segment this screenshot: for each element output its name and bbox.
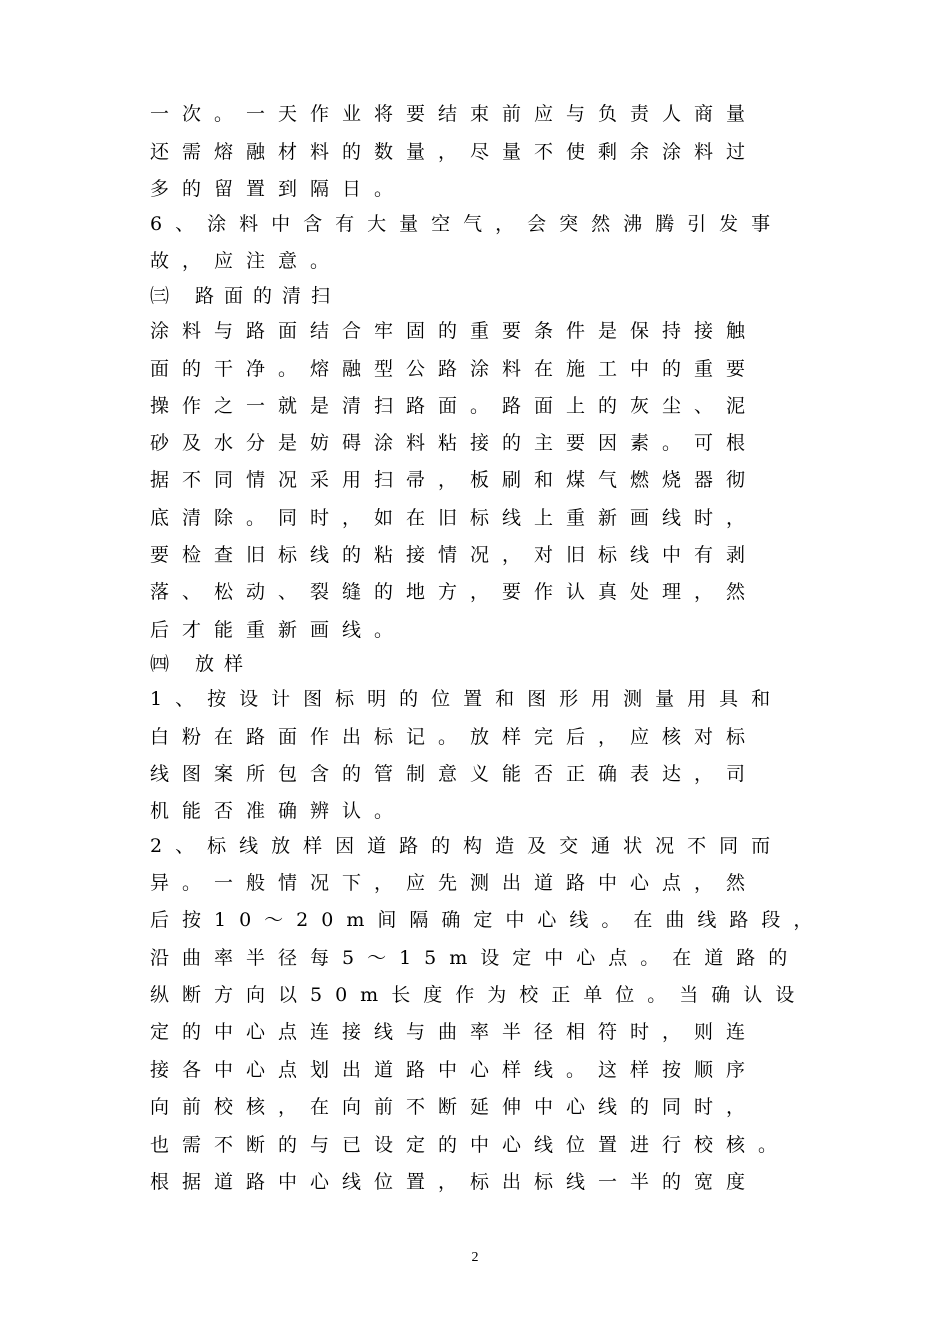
text-line: 要检查旧标线的粘接情况，对旧标线中有剥 xyxy=(150,544,759,566)
text-line: 面的干净。熔融型公路涂料在施工中的重要 xyxy=(150,358,759,380)
text-line: 机能否准确辨认。 xyxy=(150,800,407,822)
text-line: 一次。一天作业将要结束前应与负责人商量 xyxy=(150,103,759,125)
text-line: 6、涂料中含有大量空气，会突然沸腾引发事 xyxy=(150,213,784,235)
text-line: 涂料与路面结合牢固的重要条件是保持接触 xyxy=(150,320,759,342)
text-line: 故，应注意。 xyxy=(150,250,343,272)
section-heading: ㈣ 放样 xyxy=(150,653,254,675)
text-line: 异。一般情况下，应先测出道路中心点，然 xyxy=(150,872,759,894)
text-line: 底清除。同时，如在旧标线上重新画线时， xyxy=(150,507,759,529)
text-line: 还需熔融材料的数量，尽量不使剩余涂料过 xyxy=(150,141,759,163)
text-line: 多的留置到隔日。 xyxy=(150,178,407,200)
text-line: 白粉在路面作出标记。放样完后，应核对标 xyxy=(150,726,759,748)
text-line: 也需不断的与已设定的中心线位置进行校核。 xyxy=(150,1134,791,1156)
text-line: 纵断方向以50m长度作为校正单位。当确认设 xyxy=(150,984,808,1006)
text-line: 线图案所包含的管制意义能否正确表达，司 xyxy=(150,763,759,785)
text-line: 操作之一就是清扫路面。路面上的灰尘、泥 xyxy=(150,395,759,417)
text-line: 落、松动、裂缝的地方，要作认真处理，然 xyxy=(150,581,759,603)
text-line: 根据道路中心线位置，标出标线一半的宽度 xyxy=(150,1171,759,1193)
text-line: 后按10～20m间隔确定中心线。在曲线路段， xyxy=(150,909,826,931)
text-line: 向前校核，在向前不断延伸中心线的同时， xyxy=(150,1096,759,1118)
text-line: 接各中心点划出道路中心样线。这样按顺序 xyxy=(150,1059,759,1081)
section-heading: ㈢ 路面的清扫 xyxy=(150,285,341,307)
text-line: 砂及水分是妨碍涂料粘接的主要因素。可根 xyxy=(150,432,759,454)
text-line: 1、按设计图标明的位置和图形用测量用具和 xyxy=(150,688,784,710)
text-line: 后才能重新画线。 xyxy=(150,619,407,641)
text-line: 据不同情况采用扫帚，板刷和煤气燃烧器彻 xyxy=(150,469,759,491)
text-line: 沿曲率半径每5～15m设定中心点。在道路的 xyxy=(150,947,801,969)
text-line: 定的中心点连接线与曲率半径相符时，则连 xyxy=(150,1021,759,1043)
text-line: 2、标线放样因道路的构造及交通状况不同而 xyxy=(150,835,784,857)
page-number: 2 xyxy=(471,1250,479,1265)
